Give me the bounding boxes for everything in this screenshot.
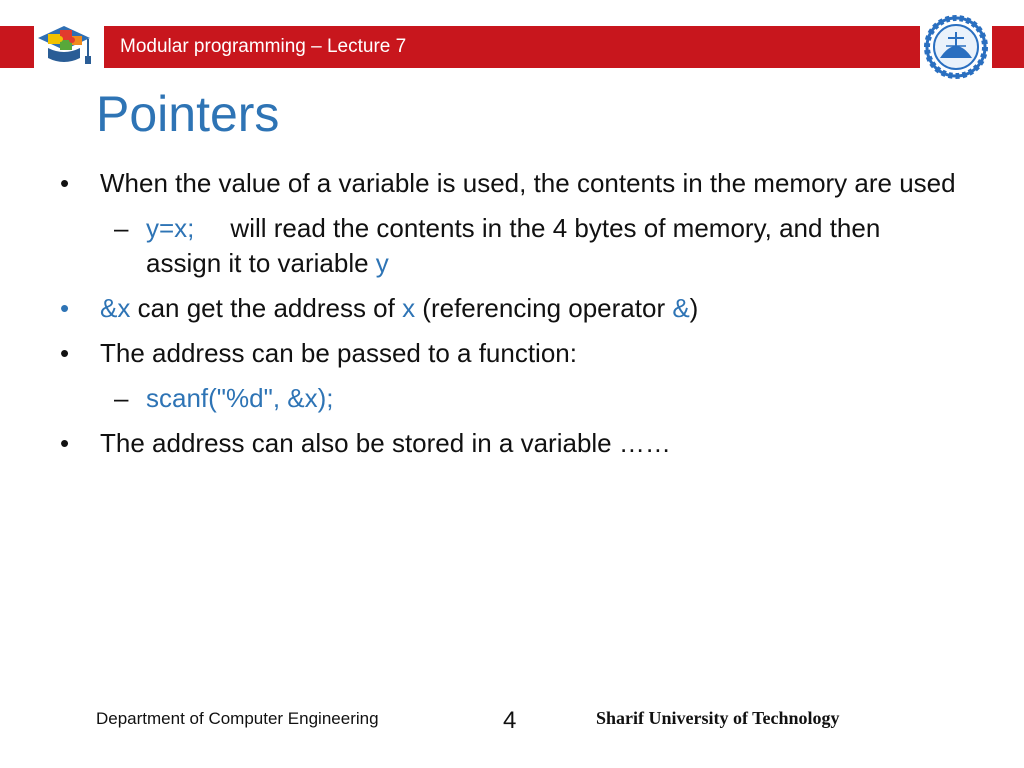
bullet-item	[60, 426, 960, 461]
code-snippet: y=x;	[146, 213, 195, 243]
bullet-marker: •	[60, 338, 70, 368]
sub-bullet-marker: –	[114, 213, 129, 243]
sharif-seal-icon	[920, 14, 992, 80]
footer-university: Sharif University of Technology	[596, 708, 840, 728]
footer-department: Department of Computer Engineering	[96, 709, 379, 728]
code-snippet: scanf("%d", &x);	[146, 383, 334, 413]
slide-title: Pointers	[96, 86, 280, 142]
bullet-text: can get the address of	[130, 293, 403, 323]
bullet-marker: •	[60, 168, 70, 198]
sub-bullet-marker: –	[114, 383, 129, 413]
code-snippet: &x	[100, 293, 131, 323]
bullet-text: )	[689, 293, 699, 323]
page-number: 4	[503, 707, 517, 734]
bullet-marker: •	[60, 293, 70, 323]
sub-bullet-item	[60, 211, 960, 281]
lecture-title: Modular programming – Lecture 7	[120, 36, 407, 57]
bullet-item	[60, 291, 960, 326]
code-snippet: y	[375, 248, 389, 278]
bullet-item	[60, 336, 960, 371]
sub-bullet-item	[60, 381, 960, 416]
sub-bullet-text: will read the contents in the 4 bytes of memory, and then assign it to variable	[146, 213, 881, 278]
code-snippet: &	[672, 293, 690, 323]
bullet-marker: •	[60, 428, 70, 458]
bullet-text: The address can be passed to a function:	[100, 338, 577, 368]
bullet-text: The address can also be stored in a variable ……	[100, 428, 671, 458]
puzzle-graduation-cap-icon	[34, 16, 104, 70]
code-snippet: x	[402, 293, 416, 323]
bullet-text: When the value of a variable is used, the contents in the memory are used	[100, 168, 956, 198]
bullet-item	[60, 166, 960, 201]
university-seal	[920, 14, 992, 80]
bullet-list	[60, 166, 960, 471]
bullet-text: (referencing operator	[415, 293, 673, 323]
course-logo	[34, 16, 104, 70]
